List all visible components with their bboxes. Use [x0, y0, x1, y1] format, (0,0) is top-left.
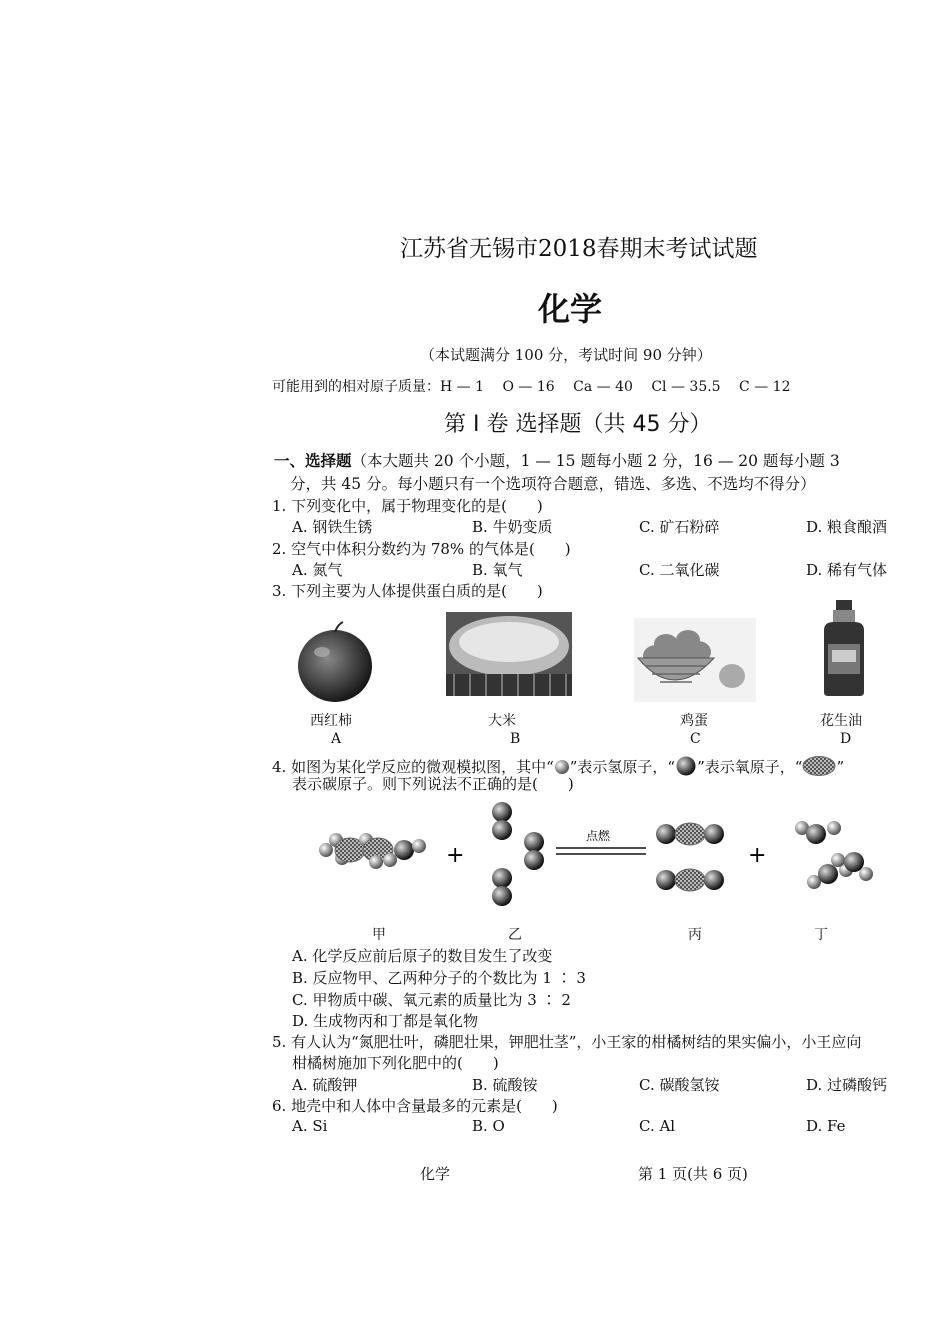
q5-stem-line2: 柑橘树施加下列化肥中的( ) — [292, 1054, 499, 1072]
q1-option-a: A. 钢铁生锈 — [292, 518, 373, 536]
plus-sign-1: + — [446, 843, 465, 868]
q5-option-d: D. 过磷酸钙 — [806, 1076, 888, 1094]
q3-caption-b: 大米 — [488, 713, 516, 729]
q1-option-d: D. 粮食酿酒 — [806, 518, 888, 536]
molecule-jia — [319, 833, 426, 869]
molecule-bing — [656, 823, 724, 891]
footer-page-number: 第 1 页(共 6 页) — [638, 1165, 748, 1183]
molecule-yi — [492, 802, 544, 906]
section-instruction-2: 分，共 45 分。每小题只有一个选项符合题意，错选、多选、不选均不得分） — [290, 475, 816, 493]
q6-option-c: C. Al — [639, 1117, 676, 1135]
footer-subject: 化学 — [420, 1165, 451, 1183]
q6-option-b: B. O — [472, 1117, 505, 1135]
oxygen-atom-icon — [675, 756, 697, 776]
q3-caption-a: 西红柿 — [310, 713, 352, 729]
q6-option-d: D. Fe — [806, 1117, 846, 1135]
q2-option-c: C. 二氧化碳 — [639, 561, 720, 579]
section-heading — [274, 449, 840, 471]
q1-stem: 1. 下列变化中，属于物理变化的是( ) — [272, 497, 543, 515]
q5-option-b: B. 硫酸铵 — [472, 1076, 538, 1094]
tomato-image — [296, 618, 374, 704]
reaction-diagram — [316, 798, 876, 908]
q4-label-yi: 乙 — [508, 927, 522, 943]
q2-stem: 2. 空气中体积分数约为 78% 的气体是( ) — [272, 540, 571, 558]
q4-option-c: C. 甲物质中碳、氧元素的质量比为 3 ∶ 2 — [292, 991, 571, 1009]
q1-option-c: C. 矿石粉碎 — [639, 518, 720, 536]
q3-letter-a: A — [331, 731, 342, 747]
rice-image — [446, 612, 572, 696]
q5-option-c: C. 碳酸氢铵 — [639, 1076, 720, 1094]
molecule-ding — [795, 821, 873, 889]
q4-label-ding: 丁 — [814, 927, 828, 943]
q4-label-jia: 甲 — [372, 927, 386, 943]
q3-letter-b: B — [510, 731, 521, 747]
q4-option-d: D. 生成物丙和丁都是氧化物 — [292, 1012, 479, 1030]
q6-option-a: A. Si — [292, 1117, 328, 1135]
q3-stem: 3. 下列主要为人体提供蛋白质的是( ) — [272, 582, 543, 600]
q3-caption-d: 花生油 — [820, 713, 862, 729]
section-instruction: （本大题共 20 个小题，1 — 15 题每小题 2 分，16 — 20 题每小题 3 — [351, 452, 840, 470]
part-title: 第 Ⅰ 卷 选择题（共 45 分） — [444, 412, 712, 437]
q2-option-b: B. 氧气 — [472, 561, 523, 579]
reaction-condition: 点燃 — [586, 829, 611, 843]
atomic-masses: 可能用到的相对原子质量：H — 1 O — 16 Ca — 40 Cl — 35.5 C — 12 — [272, 379, 791, 395]
q4-stem-line2: 表示碳原子。则下列说法不正确的是( ) — [292, 775, 574, 793]
peanut-oil-image — [820, 600, 868, 698]
q4-stem-part3: ”表示氧原子，“ — [697, 758, 803, 776]
section-label: 一、选择题 — [274, 451, 352, 470]
eggs-image — [634, 618, 756, 702]
q3-letter-d: D — [840, 731, 852, 747]
exam-title: 江苏省无锡市2018春期末考试试题 — [400, 236, 758, 262]
q4-stem-part1: 4. 如图为某化学反应的微观模拟图，其中“ — [272, 758, 554, 776]
q4-stem-part2: ”表示氢原子，“ — [569, 758, 676, 776]
full-mark-note: （本试题满分 100 分，考试时间 90 分钟） — [420, 346, 712, 364]
q4-option-a: A. 化学反应前后原子的数目发生了改变 — [292, 947, 553, 965]
q4-stem-part4: ” — [836, 758, 845, 776]
q3-letter-c: C — [690, 731, 701, 747]
subject-title: 化学 — [538, 290, 603, 328]
q1-option-b: B. 牛奶变质 — [472, 518, 553, 536]
q2-option-d: D. 稀有气体 — [806, 561, 888, 579]
q6-stem: 6. 地壳中和人体中含量最多的元素是( ) — [272, 1097, 558, 1115]
q4-option-b: B. 反应物甲、乙两种分子的个数比为 1 ∶ 3 — [292, 969, 586, 987]
q3-caption-c: 鸡蛋 — [680, 713, 708, 729]
q4-label-bing: 丙 — [688, 927, 702, 943]
q2-option-a: A. 氮气 — [292, 561, 343, 579]
q5-stem: 5. 有人认为“氮肥壮叶，磷肥壮果，钾肥壮茎”，小王家的柑橘树结的果实偏小，小王应向 — [272, 1033, 862, 1051]
q5-option-a: A. 硫酸钾 — [292, 1076, 358, 1094]
carbon-atom-icon — [802, 756, 836, 776]
plus-sign-2: + — [748, 843, 767, 868]
